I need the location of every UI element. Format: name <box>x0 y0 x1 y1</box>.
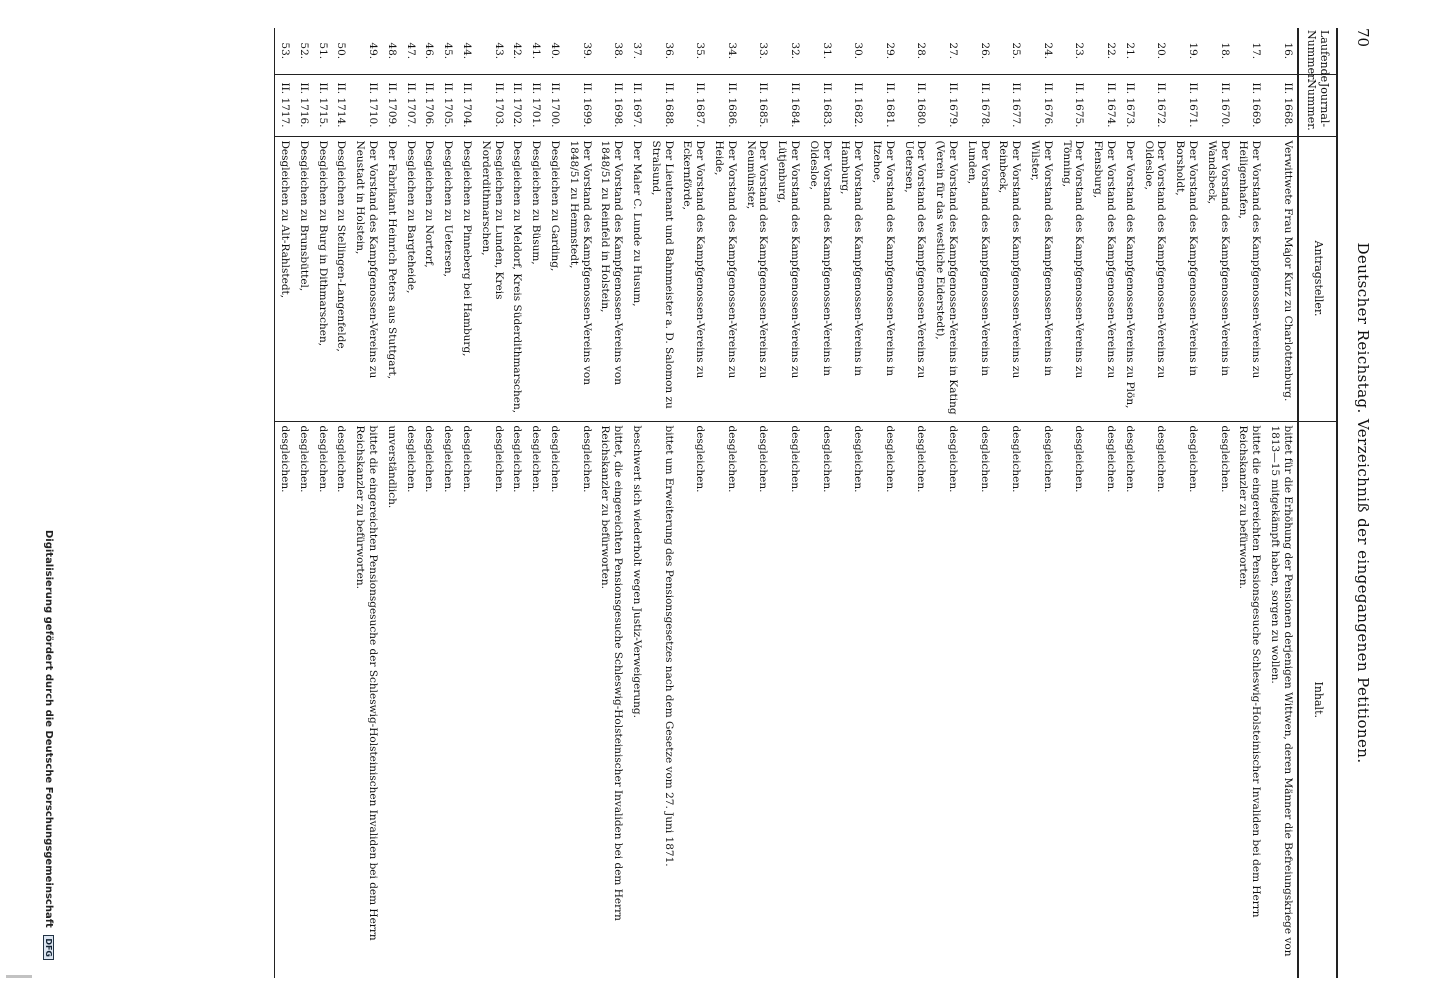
row-number: 40. <box>549 42 562 60</box>
journal-number: II. 1715. <box>313 74 332 136</box>
journal-number: II. 1685. <box>741 74 773 136</box>
row-number: 27. <box>946 42 959 60</box>
table-row <box>382 28 401 978</box>
applicant: Der Vorstand des Kampfgenossen-Vereins in Lunden, <box>962 136 994 421</box>
journal-number: II. 1703. <box>476 74 508 136</box>
table-row <box>545 28 564 978</box>
table-bottom-rule <box>274 28 275 978</box>
journal-number: II. 1669. <box>1234 74 1266 136</box>
journal-number: II. 1714. <box>332 74 351 136</box>
row-number: 22. <box>1104 42 1117 60</box>
applicant: Der Vorstand des Kampfgenossen-Vereins von 1848/51 zu Hemmstedt, <box>564 136 596 421</box>
row-number: 23. <box>1073 42 1086 60</box>
scan-edge-mark <box>6 975 32 996</box>
journal-number: II. 1671. <box>1170 74 1202 136</box>
table-row <box>457 28 476 978</box>
journal-number: II. 1674. <box>1088 74 1120 136</box>
table-row <box>962 28 994 978</box>
content: desgleichen. <box>438 421 457 978</box>
row-number: 43. <box>492 42 505 60</box>
row-number: 45. <box>442 42 455 60</box>
row-number: 48. <box>385 42 398 60</box>
content: bittet die eingereichten Pensionsgesuche Schleswig-Holsteinischer Invaliden bei dem Herrn Reichskanzler zu befürworten. <box>1234 421 1266 978</box>
applicant: Desgleichen zu Lunden, Kreis Norderdithmarschen, <box>476 136 508 421</box>
content: desgleichen. <box>332 421 351 978</box>
row-number: 50. <box>335 42 348 60</box>
table-row <box>1120 28 1139 978</box>
content: desgleichen. <box>962 421 994 978</box>
content: bittet um Erweiterung des Pensionsgesetzes nach dem Gesetze vom 27. Juni 1871. <box>646 421 678 978</box>
table-row <box>899 28 931 978</box>
col-header-applicant: Antragsteller. <box>1298 136 1337 421</box>
journal-number: II. 1681. <box>867 74 899 136</box>
journal-number: II. 1688. <box>646 74 678 136</box>
table-row <box>867 28 899 978</box>
journal-number: II. 1705. <box>438 74 457 136</box>
content: desgleichen. <box>709 421 741 978</box>
applicant: Der Lieutenant und Bahnmeister a. D. Salomon zu Stralsund, <box>646 136 678 421</box>
row-number: 47. <box>404 42 417 60</box>
journal-number: II. 1709. <box>382 74 401 136</box>
row-number: 49. <box>367 42 380 60</box>
table-row <box>1170 28 1202 978</box>
journal-number: II. 1682. <box>836 74 868 136</box>
row-number: 30. <box>852 42 865 60</box>
row-number: 21. <box>1123 42 1136 60</box>
applicant: Der Vorstand des Kampfgenossen-Vereins zu Uetersen, <box>899 136 931 421</box>
content: desgleichen. <box>420 421 439 978</box>
journal-number: II. 1679. <box>930 74 962 136</box>
applicant: Der Vorstand des Kampfgenossen-Vereins in Wandsbeck, <box>1202 136 1234 421</box>
applicant: Der Vorstand des Kampfgenossen-Vereins in Hamburg, <box>836 136 868 421</box>
digitization-credit <box>43 0 54 1000</box>
journal-number: II. 1697. <box>627 74 646 136</box>
table-row <box>438 28 457 978</box>
applicant: Der Vorstand des Kampfgenossen-Vereins in Wilster, <box>1025 136 1057 421</box>
table-row <box>294 28 313 978</box>
table-row <box>646 28 678 978</box>
row-number: 16. <box>1281 42 1294 60</box>
content: bittet, die eingereichten Pensionsgesuche Schleswig-Holsteinischer Invaliden bei dem Herrn Reichskanzler zu befürworten. <box>596 421 628 978</box>
content: desgleichen. <box>401 421 420 978</box>
journal-number: II. 1706. <box>420 74 439 136</box>
table-row <box>351 28 383 978</box>
journal-number: II. 1701. <box>526 74 545 136</box>
page-top-line <box>1342 28 1372 978</box>
row-number: 44. <box>461 42 474 60</box>
content: desgleichen. <box>508 421 527 978</box>
content: desgleichen. <box>313 421 332 978</box>
applicant: Der Vorstand des Kampfgenossen-Vereins zu Heiligenhafen, <box>1234 136 1266 421</box>
table-row <box>709 28 741 978</box>
table-row <box>836 28 868 978</box>
content: desgleichen. <box>899 421 931 978</box>
page-header-title: Deutscher Reichstag. Verzeichniß der eingegangenen Petitionen. <box>1354 242 1372 764</box>
petition-table <box>275 28 1338 978</box>
journal-number: II. 1677. <box>994 74 1026 136</box>
row-number: 17. <box>1250 42 1263 60</box>
content: desgleichen. <box>741 421 773 978</box>
content: desgleichen. <box>1120 421 1139 978</box>
journal-number: II. 1686. <box>709 74 741 136</box>
content: desgleichen. <box>930 421 962 978</box>
row-number: 42. <box>511 42 524 60</box>
content: unverständlich. <box>382 421 401 978</box>
table-row <box>1265 28 1298 978</box>
applicant: Desgleichen zu Burg in Dithmarschen, <box>313 136 332 421</box>
content: desgleichen. <box>994 421 1026 978</box>
row-number: 46. <box>423 42 436 60</box>
applicant: Der Vorstand des Kampfgenossen-Vereins zu Reinbeck, <box>994 136 1026 421</box>
applicant: Der Vorstand des Kampfgenossen-Vereins in Borsholdt, <box>1170 136 1202 421</box>
row-number: 53. <box>279 42 292 60</box>
applicant: Desgleichen zu Uetersen, <box>438 136 457 421</box>
content: desgleichen. <box>1088 421 1120 978</box>
table-header-row <box>1298 28 1337 978</box>
applicant: Der Vorstand des Kampfgenossen-Vereins zu Eckernförde, <box>678 136 710 421</box>
content: desgleichen. <box>1057 421 1089 978</box>
row-number: 25. <box>1010 42 1023 60</box>
row-number: 18. <box>1218 42 1231 60</box>
col-header-lfd: Laufende Nummer. <box>1298 28 1337 74</box>
journal-number: II. 1699. <box>564 74 596 136</box>
row-number: 24. <box>1041 42 1054 60</box>
applicant: Der Vorstand des Kampfgenossen-Vereins in Itzehoe, <box>867 136 899 421</box>
journal-number: II. 1672. <box>1139 74 1171 136</box>
content: bittet für die Erhöhung der Pensionen derjenigen Wittwen, deren Männer die Befreiungskriege von 1813—15 mitgekämpft haben, sorgen zu wollen. <box>1265 421 1298 978</box>
table-row <box>420 28 439 978</box>
content: bittet die eingereichten Pensionsgesuche der Schleswig-Holsteinischen Invaliden bei dem Herrn Reichskanzler zu befürworten. <box>351 421 383 978</box>
row-number: 29. <box>883 42 896 60</box>
applicant: Desgleichen zu Pinneberg bei Hamburg, <box>457 136 476 421</box>
content: desgleichen. <box>867 421 899 978</box>
table-row <box>1057 28 1089 978</box>
row-number: 28. <box>915 42 928 60</box>
document-sheet <box>274 28 1372 978</box>
journal-number: II. 1680. <box>899 74 931 136</box>
row-number: 34. <box>725 42 738 60</box>
applicant: Desgleichen zu Alt-Rahlstedt, <box>275 136 294 421</box>
journal-number: II. 1675. <box>1057 74 1089 136</box>
row-number: 35. <box>694 42 707 60</box>
applicant: Verwittwete Frau Major Kurz zu Charlottenburg. <box>1265 136 1298 421</box>
table-row <box>508 28 527 978</box>
journal-number: II. 1717. <box>275 74 294 136</box>
row-number: 39. <box>580 42 593 60</box>
journal-number: II. 1702. <box>508 74 527 136</box>
dfg-logo-icon: DFG <box>43 935 54 960</box>
applicant: Der Vorstand des Kampfgenossen-Vereins zu Neumünster, <box>741 136 773 421</box>
row-number: 38. <box>612 42 625 60</box>
applicant: Der Vorstand des Kampfgenossen-Vereins zu Lütjenburg, <box>772 136 804 421</box>
content: desgleichen. <box>772 421 804 978</box>
content: desgleichen. <box>804 421 836 978</box>
content: desgleichen. <box>1025 421 1057 978</box>
table-row <box>1025 28 1057 978</box>
applicant: Der Maler C. Lunde zu Husum, <box>627 136 646 421</box>
journal-number: II. 1687. <box>678 74 710 136</box>
journal-number: II. 1707. <box>401 74 420 136</box>
applicant: Desgleichen zu Garding, <box>545 136 564 421</box>
content: desgleichen. <box>457 421 476 978</box>
journal-number: II. 1710. <box>351 74 383 136</box>
table-row <box>1139 28 1171 978</box>
applicant: Desgleichen zu Bargteheide, <box>401 136 420 421</box>
applicant: Desgleichen zu Meldorf, Kreis Süderdithmarschen, <box>508 136 527 421</box>
journal-number: II. 1684. <box>772 74 804 136</box>
row-number: 33. <box>757 42 770 60</box>
content: desgleichen. <box>678 421 710 978</box>
applicant: Der Vorstand des Kampfgenossen-Vereins zu Flensburg, <box>1088 136 1120 421</box>
row-number: 41. <box>530 42 543 60</box>
table-row <box>930 28 962 978</box>
journal-number: II. 1678. <box>962 74 994 136</box>
applicant: Der Vorstand des Kampfgenossen-Vereins von 1848/51 zu Reinfeld in Holstein, <box>596 136 628 421</box>
journal-number: II. 1700. <box>545 74 564 136</box>
content: desgleichen. <box>476 421 508 978</box>
applicant: Desgleichen zu Stellingen-Langenfelde, <box>332 136 351 421</box>
applicant: Der Vorstand des Kampfgenossen-Vereins in Oldesloe, <box>804 136 836 421</box>
applicant: Der Vorstand des Kampfgenossen-Vereins zu Neustadt in Holstein, <box>351 136 383 421</box>
content: desgleichen. <box>545 421 564 978</box>
journal-number: II. 1676. <box>1025 74 1057 136</box>
table-row <box>332 28 351 978</box>
journal-number: II. 1668. <box>1265 74 1298 136</box>
content: desgleichen. <box>1202 421 1234 978</box>
col-header-journal: Journal-Nummer. <box>1298 74 1337 136</box>
table-row <box>627 28 646 978</box>
col-header-content: Inhalt. <box>1298 421 1337 978</box>
table-row <box>1088 28 1120 978</box>
content: desgleichen. <box>1139 421 1171 978</box>
table-row <box>275 28 294 978</box>
journal-number: II. 1704. <box>457 74 476 136</box>
row-number: 31. <box>820 42 833 60</box>
journal-number: II. 1698. <box>596 74 628 136</box>
row-number: 26. <box>978 42 991 60</box>
journal-number: II. 1673. <box>1120 74 1139 136</box>
row-number: 37. <box>631 42 644 60</box>
row-number: 51. <box>316 42 329 60</box>
journal-number: II. 1683. <box>804 74 836 136</box>
table-row <box>1234 28 1266 978</box>
journal-number: II. 1716. <box>294 74 313 136</box>
page-number: 70 <box>1354 28 1372 48</box>
applicant: Desgleichen zu Nortorf, <box>420 136 439 421</box>
applicant: Der Vorstand des Kampfgenossen-Vereins in Kating (Verein für das westliche Eiderstedt), <box>930 136 962 421</box>
journal-number: II. 1670. <box>1202 74 1234 136</box>
content: beschwert sich wiederholt wegen Justiz-Verweigerung. <box>627 421 646 978</box>
table-row <box>1202 28 1234 978</box>
table-row <box>678 28 710 978</box>
content: desgleichen. <box>275 421 294 978</box>
table-row <box>994 28 1026 978</box>
table-row <box>741 28 773 978</box>
content: desgleichen. <box>564 421 596 978</box>
content: desgleichen. <box>294 421 313 978</box>
content: desgleichen. <box>1170 421 1202 978</box>
table-row <box>313 28 332 978</box>
table-row <box>401 28 420 978</box>
row-number: 19. <box>1186 42 1199 60</box>
content: desgleichen. <box>836 421 868 978</box>
applicant: Desgleichen zu Büsum, <box>526 136 545 421</box>
row-number: 52. <box>297 42 310 60</box>
applicant: Der Fabrikant Heinrich Peters aus Stuttgart, <box>382 136 401 421</box>
table-row <box>804 28 836 978</box>
table-row <box>596 28 628 978</box>
table-body <box>275 28 1297 978</box>
row-number: 32. <box>789 42 802 60</box>
applicant: Der Vorstand des Kampfgenossen-Vereins zu Heide, <box>709 136 741 421</box>
content: desgleichen. <box>526 421 545 978</box>
table-row <box>526 28 545 978</box>
table-row <box>772 28 804 978</box>
digitization-credit-text: Digitalisierung gefördert durch die Deutsche Forschungsgemeinschaft <box>43 529 54 928</box>
row-number: 36. <box>662 42 675 60</box>
applicant: Desgleichen zu Brunsbüttel, <box>294 136 313 421</box>
applicant: Der Vorstand des Kampfgenossen-Vereins zu Tönning, <box>1057 136 1089 421</box>
row-number: 20. <box>1155 42 1168 60</box>
table-row <box>476 28 508 978</box>
table-row <box>564 28 596 978</box>
applicant: Der Vorstand des Kampfgenossen-Vereins zu Oldesloe, <box>1139 136 1171 421</box>
applicant: Der Vorstand des Kampfgenossen-Vereins zu Plön, <box>1120 136 1139 421</box>
